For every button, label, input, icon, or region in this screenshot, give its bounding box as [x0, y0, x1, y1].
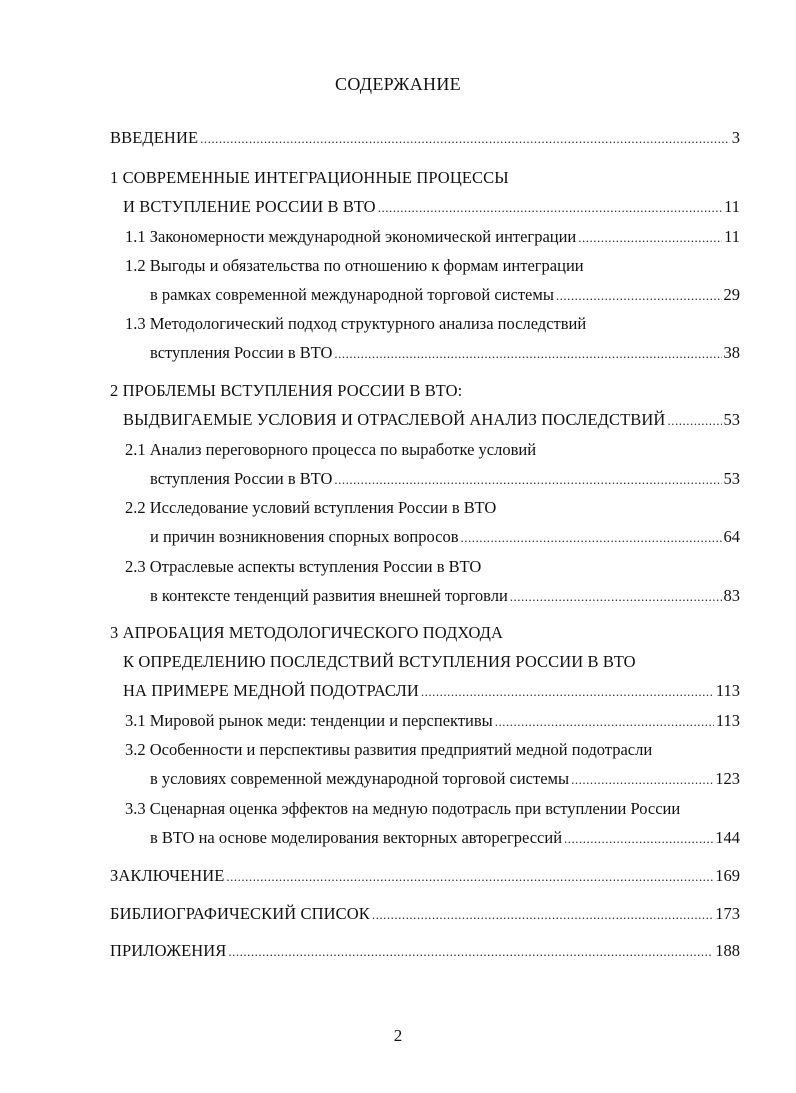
toc-entry-label: ЗАКЛЮЧЕНИЕ [110, 866, 225, 885]
toc-entry-1-2[interactable] [150, 285, 740, 309]
toc-entry-label: 3.1 Мировой рынок меди: тенденции и перспективы [125, 711, 493, 730]
toc-entry-3-3[interactable] [150, 828, 740, 852]
dot-leader [564, 831, 713, 847]
toc-entry-2-1-title: 2.1 Анализ переговорного процесса по выработке условий [125, 440, 537, 459]
toc-entry-3-2-title: 3.2 Особенности и перспективы развития предприятий медной подотрасли [125, 740, 653, 759]
dot-leader [334, 472, 721, 488]
toc-chapter-3-title-line2: К ОПРЕДЕЛЕНИЮ ПОСЛЕДСТВИЙ ВСТУПЛЕНИЯ РОССИИ В ВТО [123, 652, 636, 671]
toc-entry-2-3[interactable] [150, 586, 740, 610]
toc-entry-label: БИБЛИОГРАФИЧЕСКИЙ СПИСОК [110, 904, 370, 923]
toc-entry-label: в контексте тенденций развития внешней торговли [150, 586, 508, 605]
dot-leader [667, 413, 721, 429]
toc-entry-label: вступления России в ВТО [150, 469, 333, 488]
toc-page-number: 113 [715, 711, 740, 730]
toc-entry-3-2[interactable] [150, 769, 740, 793]
dot-leader [556, 288, 722, 304]
page-title: СОДЕРЖАНИЕ [335, 74, 461, 94]
toc-entry-label: вступления России в ВТО [150, 343, 333, 362]
toc-page-number: 169 [715, 866, 740, 885]
dot-leader [571, 772, 713, 788]
toc-page-number: 38 [723, 343, 740, 362]
toc-page-number: 29 [723, 285, 740, 304]
toc-entry-label: в ВТО на основе моделирования векторных авторегрессий [150, 828, 563, 847]
dot-leader [200, 131, 730, 147]
dot-leader [372, 907, 713, 923]
toc-page-number: 113 [715, 681, 740, 700]
dot-leader [334, 346, 721, 362]
toc-entry-conclusion[interactable] [110, 866, 740, 890]
dot-leader [578, 230, 722, 246]
toc-page-number: 123 [715, 769, 740, 788]
toc-entry-2-2-title: 2.2 Исследование условий вступления России в ВТО [125, 498, 497, 517]
toc-page-number: 173 [715, 904, 740, 923]
toc-entry-label: ПРИЛОЖЕНИЯ [110, 941, 227, 960]
dot-leader [495, 714, 714, 730]
toc-entry-chapter-2[interactable] [123, 410, 740, 434]
toc-chapter-2-title: 2 ПРОБЛЕМЫ ВСТУПЛЕНИЯ РОССИИ В ВТО: [110, 381, 463, 400]
page-number: 2 [393, 1026, 403, 1045]
dot-leader [226, 869, 713, 885]
toc-page-number: 83 [723, 586, 740, 605]
toc-entry-label: ВЫДВИГАЕМЫЕ УСЛОВИЯ И ОТРАСЛЕВОЙ АНАЛИЗ ПОСЛЕДСТВИЙ [123, 410, 666, 429]
toc-entry-appendix[interactable] [110, 941, 740, 965]
toc-entry-bibliography[interactable] [110, 904, 740, 928]
toc-page-number: 11 [724, 227, 740, 246]
dot-leader [461, 530, 722, 546]
toc-entry-label: ВВЕДЕНИЕ [110, 128, 199, 147]
toc-entry-chapter-1[interactable] [123, 197, 740, 221]
toc-entry-3-1[interactable] [125, 711, 740, 735]
dot-leader [228, 944, 713, 960]
toc-entry-1-2-title: 1.2 Выгоды и обязательства по отношению к формам интеграции [125, 256, 584, 275]
toc-entry-2-3-title: 2.3 Отраслевые аспекты вступления России в ВТО [125, 557, 482, 576]
toc-entry-label: в рамках современной международной торговой системы [150, 285, 554, 304]
toc-chapter-1-title: 1 СОВРЕМЕННЫЕ ИНТЕГРАЦИОННЫЕ ПРОЦЕССЫ [110, 168, 509, 187]
toc-entry-label: в условиях современной международной торговой системы [150, 769, 570, 788]
toc-entry-label: и причин возникновения спорных вопросов [150, 527, 459, 546]
toc-page-number: 64 [723, 527, 740, 546]
toc-entry-1-3[interactable] [150, 343, 740, 367]
toc-page-number: 188 [715, 941, 740, 960]
toc-entry-label: НА ПРИМЕРЕ МЕДНОЙ ПОДОТРАСЛИ [123, 681, 419, 700]
toc-page-number: 144 [715, 828, 740, 847]
toc-entry-label: 1.1 Закономерности международной экономической интеграции [125, 227, 577, 246]
toc-entry-2-1[interactable] [150, 469, 740, 493]
dot-leader [510, 589, 722, 605]
toc-entry-2-2[interactable] [150, 527, 740, 551]
toc-chapter-3-title: 3 АПРОБАЦИЯ МЕТОДОЛОГИЧЕСКОГО ПОДХОДА [110, 623, 504, 642]
toc-page-number: 3 [731, 128, 740, 147]
toc-page-number: 53 [723, 469, 740, 488]
toc-page-number: 11 [724, 197, 740, 216]
dot-leader [421, 684, 714, 700]
toc-entry-label: И ВСТУПЛЕНИЕ РОССИИ В ВТО [123, 197, 376, 216]
toc-entry-chapter-3[interactable] [123, 681, 740, 705]
toc-entry-1-1[interactable] [125, 227, 740, 251]
toc-entry-1-3-title: 1.3 Методологический подход структурного анализа последствий [125, 314, 587, 333]
toc-page-number: 53 [723, 410, 740, 429]
toc-entry-intro[interactable] [110, 128, 740, 152]
dot-leader [378, 200, 722, 216]
toc-entry-3-3-title: 3.3 Сценарная оценка эффектов на медную подотрасль при вступлении России [125, 799, 681, 818]
